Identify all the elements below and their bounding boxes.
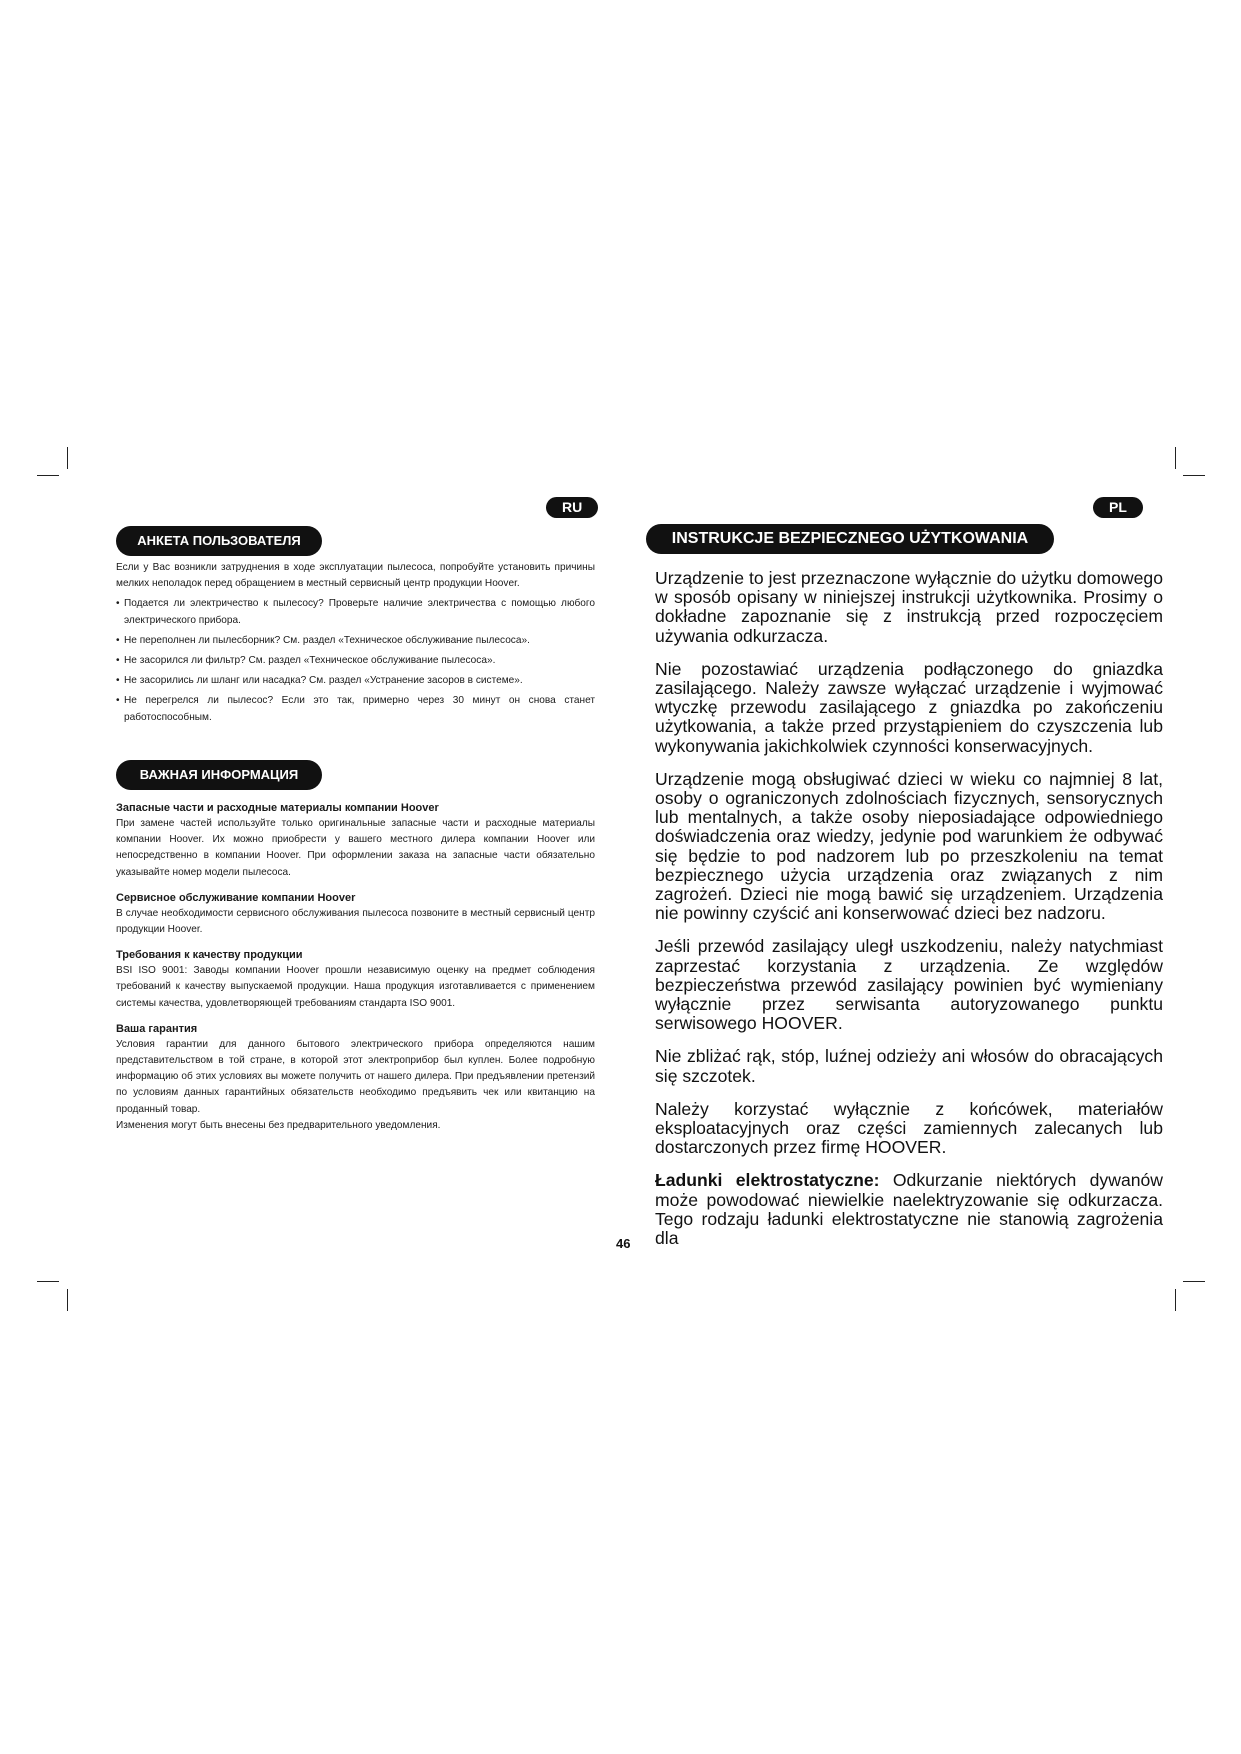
paragraph-static [655,1171,1163,1248]
paragraph-quality: BSI ISO 9001: Заводы компании Hoover прошли независимую оценку на предмет соблюдения требований к качеству выпускаемой продукции. Наша продукция изготавливается с применением системы качества, удовлетворяющей требованиям стандарта ISO 9001. [116,965,595,1009]
page-number: 46 [616,1236,631,1251]
paragraph: Należy korzystać wyłącznie z końcówek, materiałów eksploatacyjnych oraz części zamiennych zalecanych lub dostarczonych przez firmę HOOVER. [655,1098,1163,1158]
paragraph: Nie zbliżać rąk, stóp, luźnej odzieży ani włosów do obracających się szczotek. [655,1046,1163,1086]
section-title-user-questionnaire: АНКЕТА ПОЛЬЗОВАТЕЛЯ [116,526,322,556]
ru-checklist [116,596,595,725]
language-badge-ru: RU [546,497,598,518]
crop-mark [1183,1281,1205,1282]
list-item: • Не перегрелся ли пылесос? Если это так, примерно через 30 минут он снова станет работоспособным. [116,693,595,725]
paragraph: Urządzenie mogą obsługiwać dzieci w wieku co najmniej 8 lat, osoby o ograniczonych zdolnościach fizycznych, sensorycznych lub mentalnych, a także osoby nieposiadające odpowiedniego doświadczenia oraz wiedzy, jedynie pod warunkiem że odbywać się będzie to pod nadzorem lub po przeszkoleniu na temat bezpiecznego użycia urządzenia oraz związanych z nim zagrożeń. Dzieci nie mogą bawić się urządzeniem. Urządzenia nie powinny czyścić ani konserwować dzieci bez nadzoru. [655,768,1163,924]
crop-mark [67,447,68,469]
static-text: Odkurzanie niektórych dywanów może powodować niewielkie naelektryzowanie się odkurzacza. Tego rodzaju ładunki elektrostatyczne nie stanowią zagrożenia dla [655,1170,1163,1249]
crop-mark [1183,475,1205,476]
paragraph-service: В случае необходимости сервисного обслуживания пылесоса позвоните в местный сервисный центр продукции Hoover. [116,907,595,936]
ru-important-info [116,800,595,1143]
crop-mark [1175,447,1176,469]
list-item: • Не засорились ли шланг или насадка? См. раздел «Устранение засоров в системе». [116,673,595,689]
subheading-quality: Требования к качеству продукции [116,949,303,962]
language-badge-pl: PL [1093,497,1143,518]
paragraph-warranty: Условия гарантии для данного бытового электрического прибора определяются нашим представительством в той стране, в которой этот электроприбор был куплен. Более подробную информацию об этих условиях вы можете получить от нашего дилера. При предъявлении претензий по условиям данных гарантийных обязательств необходимо предъявить чек или квитанцию на проданный товар. [116,1038,595,1115]
crop-mark [1175,1289,1176,1311]
pl-column [655,569,1163,1248]
paragraph-changes-note: Изменения могут быть внесены без предварительного уведомления. [116,1119,441,1131]
crop-mark [37,1281,59,1282]
crop-mark [37,475,59,476]
paragraph-spare-parts: При замене частей используйте только оригинальные запасные части и расходные материалы компании Hoover. Их можно приобрести у вашего местного дилера компании Hoover или непосредственно в компании Hoover. При оформлении заказа на запасные части обязательно указывайте номер модели пылесоса. [116,818,595,878]
ru-intro: Если у Вас возникли затруднения в ходе эксплуатации пылесоса, попробуйте установить причины мелких неполадок перед обращением в местный сервисный центр продукции Hoover. [116,562,595,590]
section-title-important-info: ВАЖНАЯ ИНФОРМАЦИЯ [116,760,322,790]
ru-column [116,560,595,730]
paragraph: Nie pozostawiać urządzenia podłączonego do gniazdka zasilającego. Należy zawsze wyłączać urządzenie i wyjmować wtyczkę przewodu zasilającego z gniazdka po zakończeniu użytkowania, a także przed przystąpieniem do czyszczenia lub wykonywania jakichkolwiek czynności konserwacyjnych. [655,658,1163,756]
subheading-service: Сервисное обслуживание компании Hoover [116,891,356,904]
paragraph: Urządzenie to jest przeznaczone wyłącznie do użytku domowego w sposób opisany w niniejszej instrukcji użytkownika. Prosimy o dokładne zapoznanie się z instrukcją przed rozpoczęciem używania odkurzacza. [655,568,1163,646]
static-lead: Ładunki elektrostatyczne: [655,1170,880,1191]
list-item: • Не засорился ли фильтр? См. раздел «Техническое обслуживание пылесоса». [116,653,595,669]
list-item: • Подается ли электричество к пылесосу? Проверьте наличие электричества с помощью любого электрического прибора. [116,596,595,628]
section-title-safety-instructions: INSTRUKCJE BEZPIECZNEGO UŻYTKOWANIA [646,524,1054,554]
list-item: • Не переполнен ли пылесборник? См. раздел «Техническое обслуживание пылесоса». [116,633,595,649]
crop-mark [67,1289,68,1311]
subheading-warranty: Ваша гарантия [116,1022,198,1035]
subheading-spare-parts: Запасные части и расходные материалы компании Hoover [116,802,439,814]
paragraph: Jeśli przewód zasilający uległ uszkodzeniu, należy natychmiast zaprzestać korzystania z urządzenia. Ze względów bezpieczeństwa przewód zasilający powinien być wymieniany wyłącznie przez serwisanta autoryzowanego punktu serwisowego HOOVER. [655,936,1163,1034]
